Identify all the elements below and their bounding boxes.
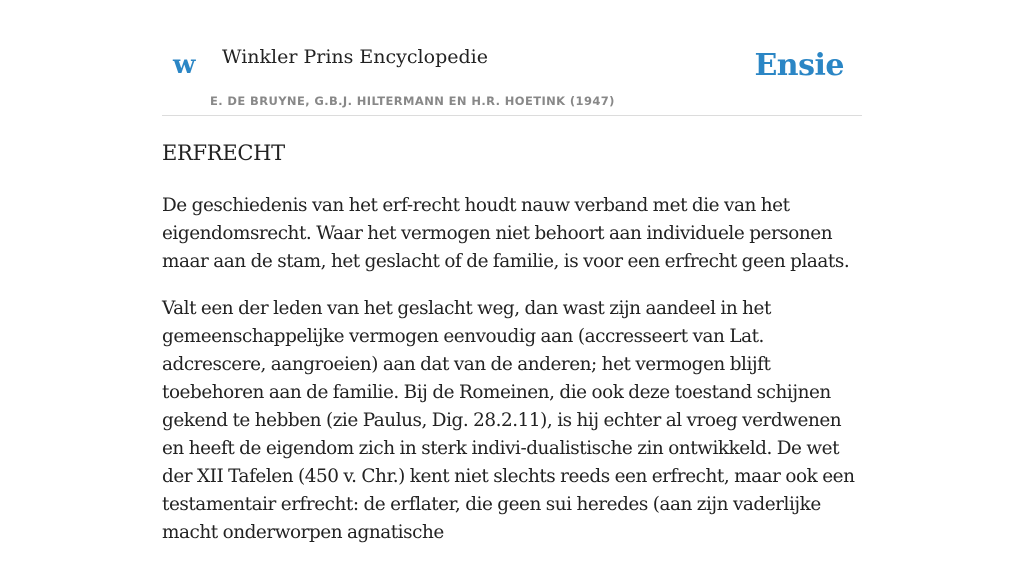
publication-authors: E. DE BRUYNE, G.B.J. HILTERMANN EN H.R. HOETINK (1947): [210, 94, 615, 108]
publication-title[interactable]: Winkler Prins Encyclopedie: [222, 46, 488, 68]
ensie-logo[interactable]: Ensie: [754, 48, 844, 83]
article-title: ERFRECHT: [162, 141, 285, 165]
article-body: [162, 192, 862, 566]
winkler-prins-logo[interactable]: w: [173, 50, 196, 80]
site-header: [162, 0, 862, 116]
article-paragraph: Valt een der leden van het geslacht weg, dan wast zijn aandeel in het gemeenschappelijke vermogen eenvoudig aan (accresseert van Lat. adcrescere, aangroeien) aan dat van de anderen; het vermogen blijft toebehoren aan de familie. Bij de Romeinen, die ook deze toestand schijnen gekend te hebben (zie Paulus, Dig. 28.2.11), is hij echter al vroeg verdwenen en heeft de eigendom zich in sterk indivi-dualistische zin ontwikkeld. De wet der XII Tafelen (450 v. Chr.) kent niet slechts reeds een erfrecht, maar ook een testamentair erfrecht: de erflater, die geen sui heredes (aan zijn vaderlijke macht onderworpen agnatische: [162, 298, 855, 543]
article-paragraph: De geschiedenis van het erf-recht houdt nauw verband met die van het eigendomsrecht. Waar het vermogen niet behoort aan individuele personen maar aan de stam, het geslacht of de familie, is voor een erfrecht geen plaats.: [162, 195, 850, 272]
